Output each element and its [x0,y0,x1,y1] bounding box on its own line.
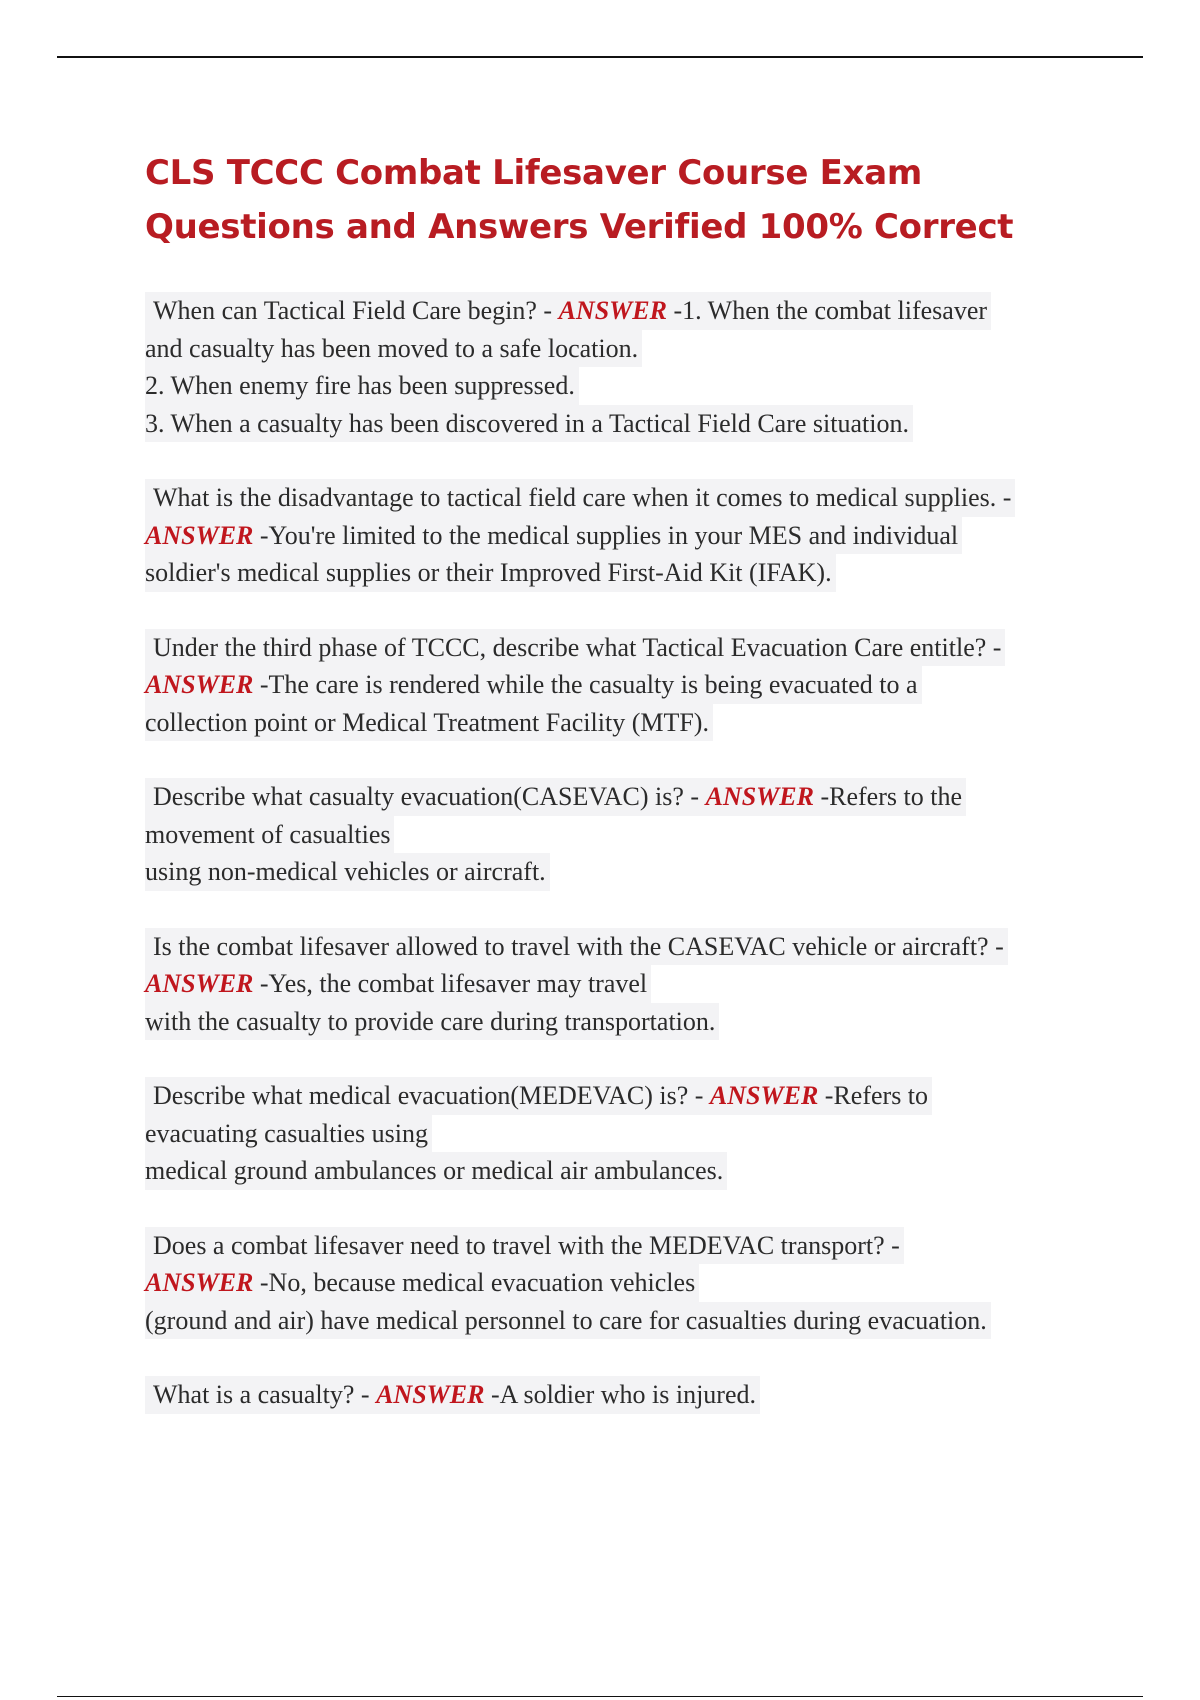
question-line: Describe what casualty evacuation(CASEVAC) is? - ANSWER -Refers to the [145,778,966,816]
bottom-rule [57,1696,1143,1697]
qa-item [145,292,1105,442]
qa-item [145,479,1105,592]
qa-item [145,928,1105,1041]
qa-item [145,629,1105,742]
answer-tag: ANSWER [709,1081,819,1110]
answer-line: ANSWER -Yes, the combat lifesaver may travel [145,965,651,1003]
answer-tag: ANSWER [558,296,667,325]
answer-tag: ANSWER [145,969,254,998]
question-line: What is the disadvantage to tactical field care when it comes to medical supplies. - [145,479,1015,517]
answer-tag: ANSWER [376,1380,485,1409]
document-body [145,146,1105,1451]
question-line: Does a combat lifesaver need to travel with the MEDEVAC transport? - [145,1227,904,1265]
answer-tag: ANSWER [145,670,254,699]
answer-line: 3. When a casualty has been discovered in a Tactical Field Care situation. [145,405,913,443]
answer-line: with the casualty to provide care during transportation. [145,1003,719,1041]
question-line: What is a casualty? - ANSWER -A soldier who is injured. [145,1376,760,1414]
qa-item [145,1376,1105,1414]
answer-line: ANSWER -No, because medical evacuation vehicles [145,1264,699,1302]
answer-line: (ground and air) have medical personnel to care for casualties during evacuation. [145,1302,991,1340]
question-line: Under the third phase of TCCC, describe what Tactical Evacuation Care entitle? - [145,629,1005,667]
question-line: Is the combat lifesaver allowed to travel with the CASEVAC vehicle or aircraft? - [145,928,1008,966]
answer-tag: ANSWER [145,1268,254,1297]
answer-line: movement of casualties [145,816,394,854]
answer-tag: ANSWER [705,782,814,811]
answer-line: and casualty has been moved to a safe location. [145,330,642,368]
top-rule [57,56,1143,58]
title-line-1: CLS TCCC Combat Lifesaver Course Exam [145,153,922,193]
question-line: Describe what medical evacuation(MEDEVAC) is? - ANSWER -Refers to [145,1077,932,1115]
answer-line: soldier's medical supplies or their Improved First-Aid Kit (IFAK). [145,554,836,592]
answer-line: using non-medical vehicles or aircraft. [145,853,550,891]
answer-tag: ANSWER [145,520,254,550]
title-line-2: Questions and Answers Verified 100% Correct [145,207,1014,247]
question-line: When can Tactical Field Care begin? - ANSWER -1. When the combat lifesaver [145,292,991,330]
answer-line: 2. When enemy fire has been suppressed. [145,367,579,405]
answer-line: ANSWER -The care is rendered while the casualty is being evacuated to a [145,666,922,704]
qa-item [145,1227,1105,1340]
document-title [145,146,1105,254]
qa-item [145,1077,1105,1190]
answer-line: collection point or Medical Treatment Facility (MTF). [145,704,713,742]
answer-line: evacuating casualties using [145,1115,432,1153]
answer-line: ANSWER -You're limited to the medical supplies in your MES and individual [145,517,962,555]
qa-item [145,778,1105,891]
answer-line: medical ground ambulances or medical air ambulances. [145,1152,727,1190]
